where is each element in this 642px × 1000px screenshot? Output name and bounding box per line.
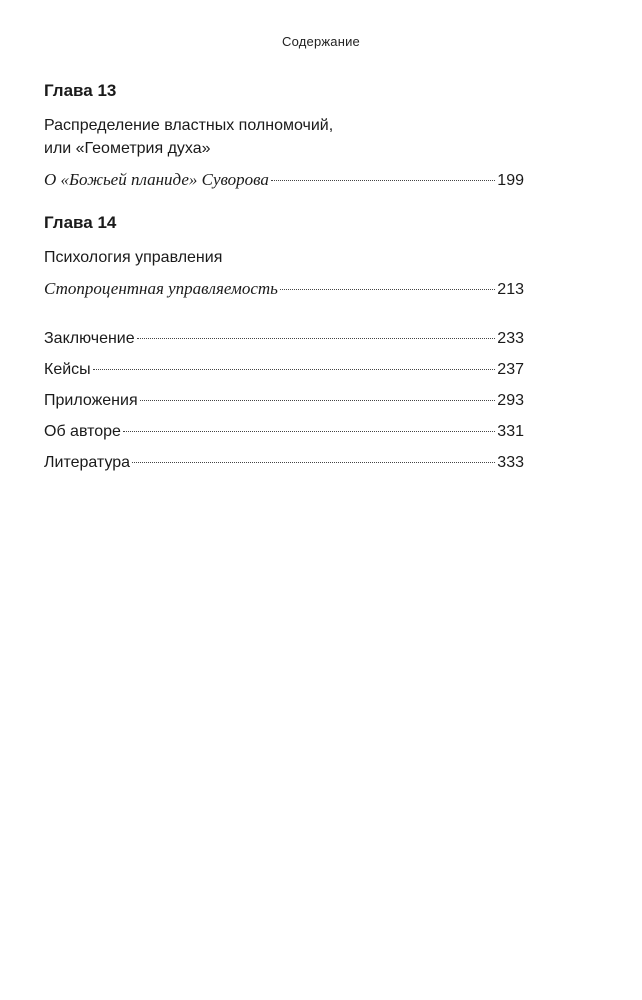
toc-entry-label: Об авторе	[44, 423, 121, 440]
chapter-title-line: или «Геометрия духа»	[44, 140, 211, 157]
page-number: 237	[497, 361, 524, 378]
running-head: Содержание	[282, 34, 360, 49]
chapter-14	[44, 212, 524, 301]
toc-entry-literature[interactable]	[44, 451, 524, 474]
dot-leader	[132, 462, 495, 463]
toc-entry-label: Кейсы	[44, 361, 91, 378]
page-number: 213	[497, 281, 524, 298]
dot-leader	[137, 338, 496, 339]
page-number: 233	[497, 330, 524, 347]
page-number: 199	[497, 172, 524, 189]
dot-leader	[93, 369, 496, 370]
chapter-title-line: Психология управления	[44, 249, 223, 266]
chapter-title	[44, 246, 524, 269]
toc-entry-label: Литература	[44, 454, 131, 471]
back-matter-list	[44, 327, 524, 474]
chapter-heading: Глава 13	[44, 81, 117, 100]
page-number: 333	[497, 454, 524, 471]
chapter-13	[44, 80, 524, 192]
dot-leader	[140, 400, 496, 401]
page-number: 331	[497, 423, 524, 440]
toc-entry-label: Заключение	[44, 330, 135, 347]
toc-entry-about-author[interactable]	[44, 420, 524, 443]
dot-leader	[280, 289, 495, 290]
chapter-title	[44, 114, 524, 160]
chapter-title-line: Распределение властных полномочий,	[44, 117, 334, 134]
table-of-contents	[44, 80, 524, 482]
chapter-heading: Глава 14	[44, 213, 117, 232]
toc-entry-label: Приложения	[44, 392, 138, 409]
toc-entry[interactable]	[44, 168, 524, 192]
toc-entry-appendices[interactable]	[44, 389, 524, 412]
dot-leader	[123, 431, 495, 432]
page-number: 293	[497, 392, 524, 409]
toc-entry-cases[interactable]	[44, 358, 524, 381]
dot-leader	[271, 180, 495, 181]
toc-entry-conclusion[interactable]	[44, 327, 524, 350]
toc-entry[interactable]	[44, 277, 524, 301]
toc-entry-label: О «Божьей планиде» Суворова	[44, 170, 269, 189]
toc-entry-label: Стопроцентная управляемость	[44, 279, 278, 298]
